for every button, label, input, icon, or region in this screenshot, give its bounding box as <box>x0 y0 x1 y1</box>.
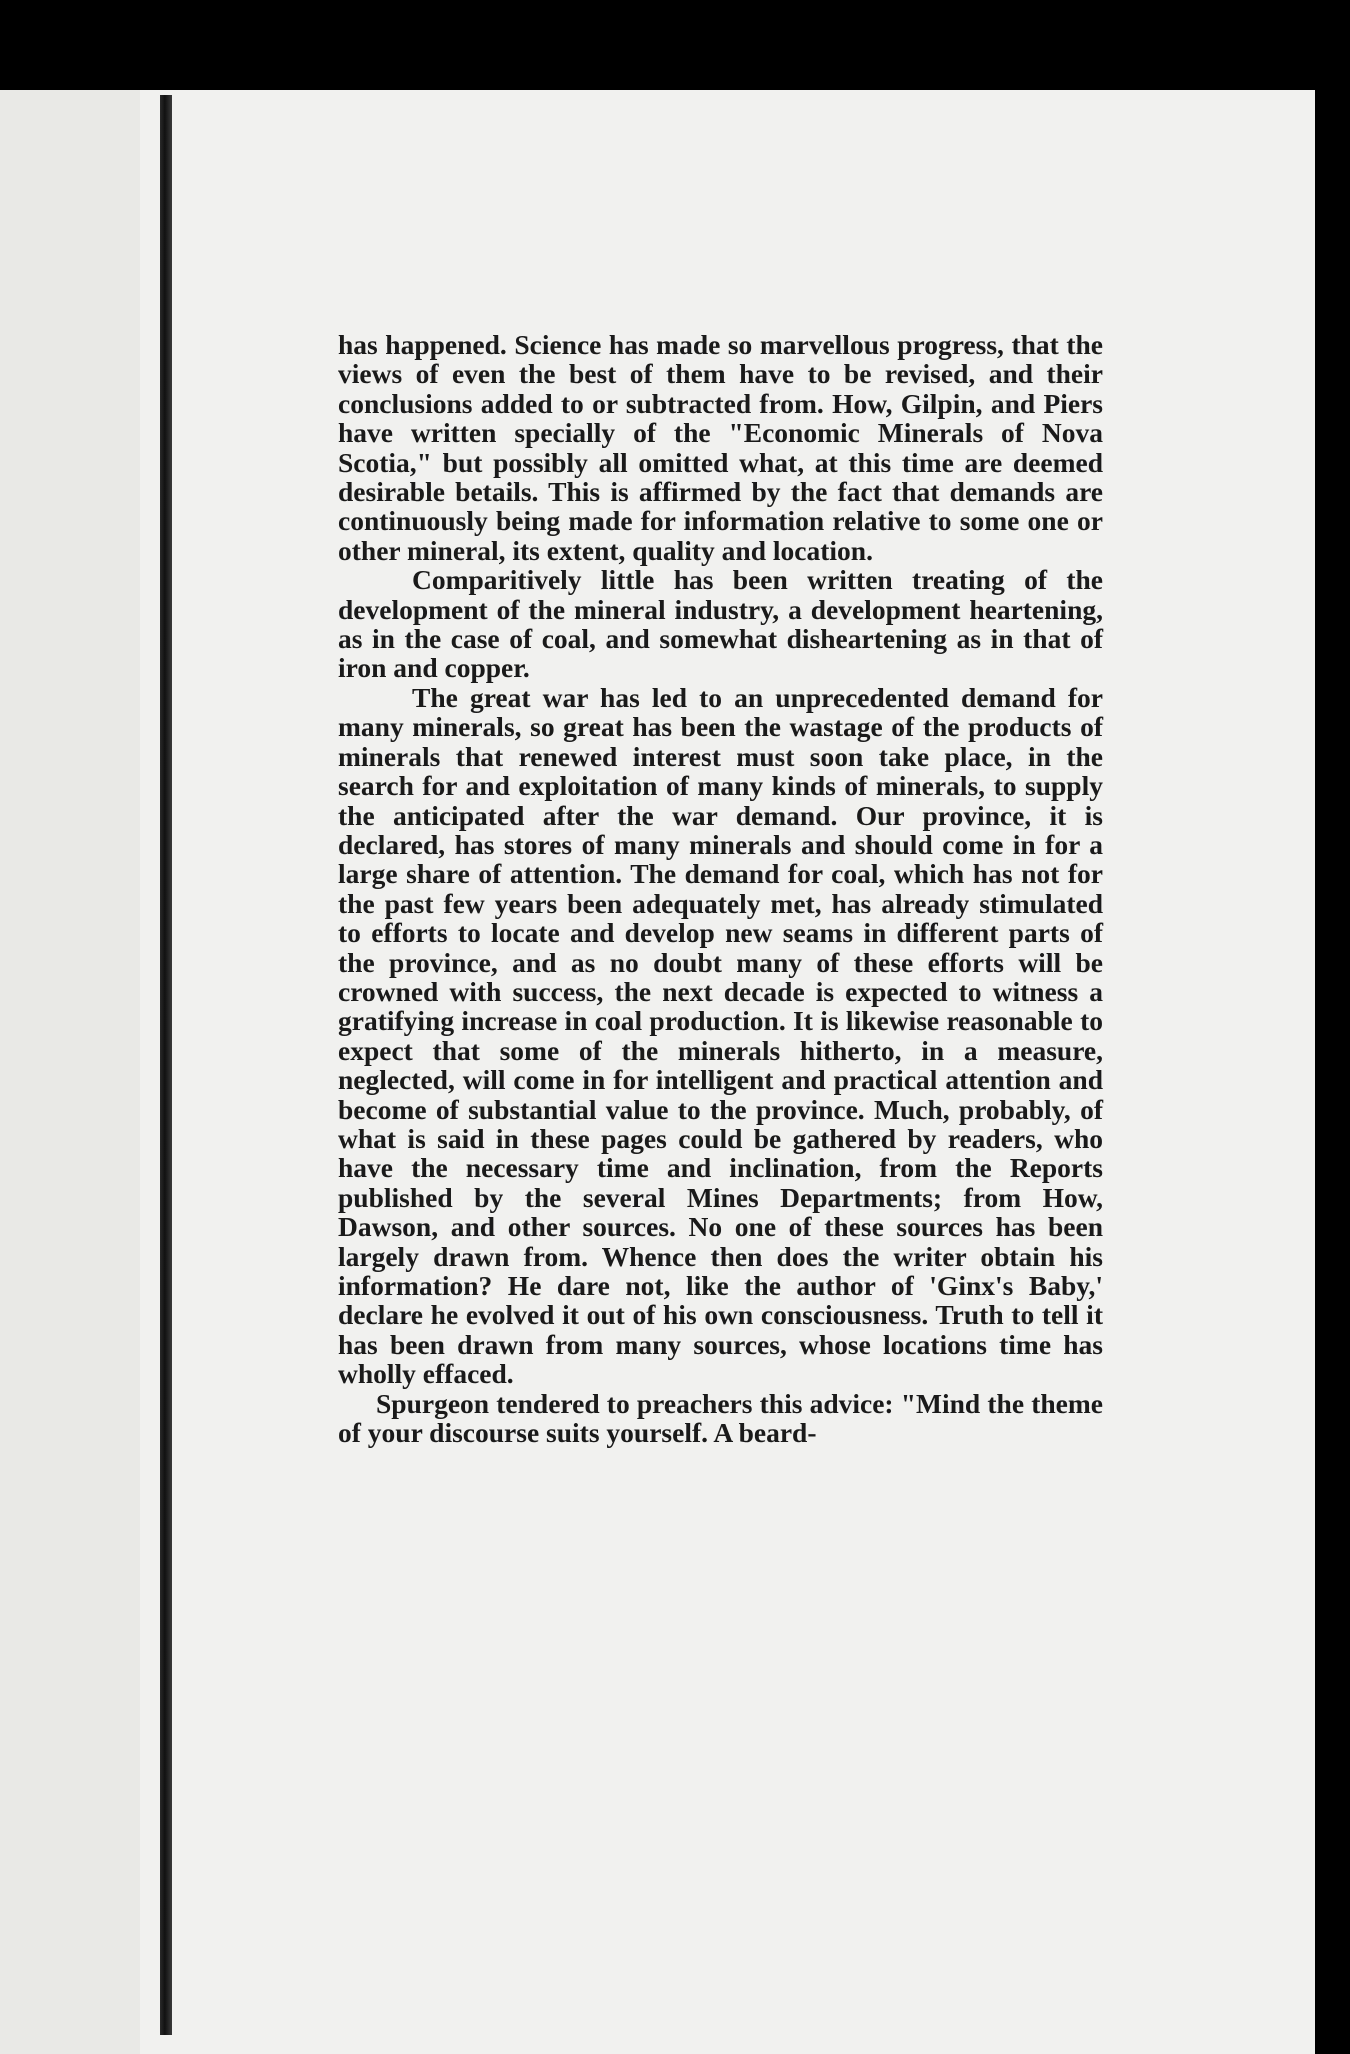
paragraph-3: The great war has led to an unprecedented demand for many minerals, so great has been the wastage of the products of minerals that renewed interest must soon take place, in the search for and exploitation of many kinds of minerals, to supply the anticipated after the war demand. Our province, it is declared, has stores of many minerals and should come in for a large share of attention. The demand for coal, which has not for the past few years been adequately met, has already stimulated to efforts to locate and develop new seams in different parts of the province, and as no doubt many of these efforts will be crowned with success, the next decade is expected to witness a gratifying increase in coal production. It is likewise reasonable to expect that some of the minerals hitherto, in a measure, neglected, will come in for intelligent and practical attention and become of substantial value to the province. Much, probably, of what is said in these pages could be gathered by readers, who have the necessary time and inclination, from the Reports published by the several Mines Departments; from How, Dawson, and other sources. No one of these sources has been largely drawn from. Whence then does the writer obtain his information? He dare not, like the author of 'Ginx's Baby,' declare he evolved it out of his own consciousness. Truth to tell it has been drawn from many sources, whose locations time has wholly effaced. <box>338 681 1103 1390</box>
facing-page-edge <box>0 90 140 2054</box>
page-gutter-shadow <box>160 95 172 2035</box>
paragraph-2: Comparitively little has been written treating of the development of the mineral industry, a development heartening, as in the case of coal, and somewhat disheartening as in that of iron and copper. <box>338 564 1103 684</box>
paragraph-1: has happened. Science has made so marvellous progress, that the views of even the best of them have to be revised, and their conclusions added to or subtracted from. How, Gilpin, and Piers have written specially of the "Economic Minerals of Nova Scotia," but possibly all omitted what, at this time are deemed desirable betails. This is affirmed by the fact that demands are continuously being made for information relative to some one or other mineral, its extent, quality and location. <box>338 329 1103 566</box>
body-text <box>338 330 1103 1447</box>
paragraph-4: Spurgeon tendered to preachers this advice: "Mind the theme of your discourse suits yourself. A beard- <box>338 1387 1103 1449</box>
